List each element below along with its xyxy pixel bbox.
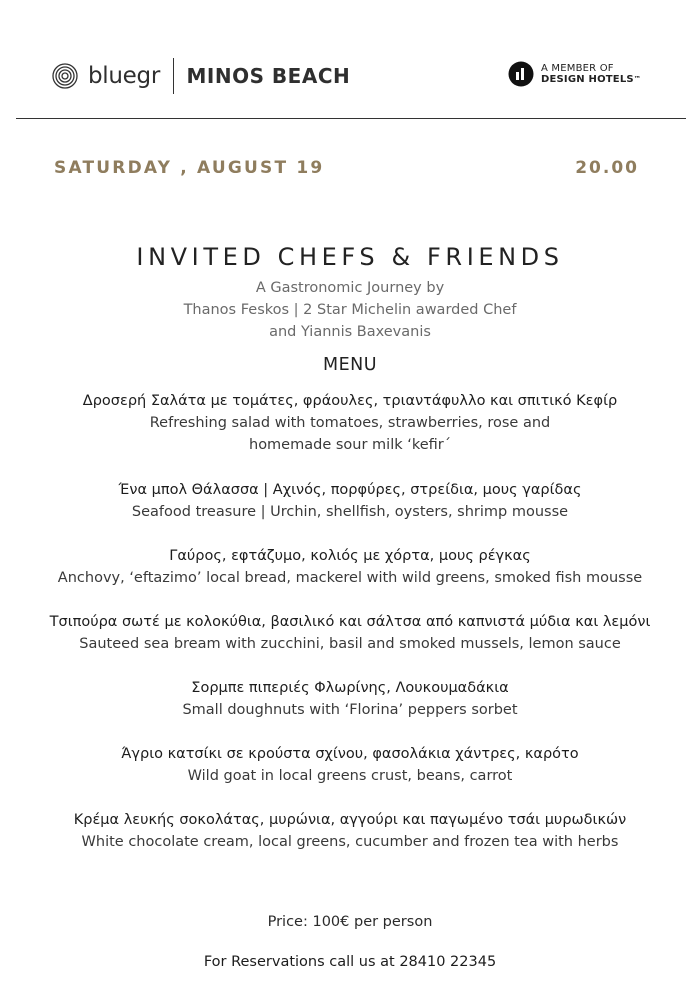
header [0, 0, 700, 118]
course-greek: Τσιπούρα σωτέ με κολοκύθια, βασιλικό και σάλτσα από καπνιστά μύδια και λεμόνι [49, 614, 651, 630]
member-text [541, 63, 641, 85]
member-line1: A MEMBER OF [541, 63, 614, 74]
trademark-mark: ™ [633, 75, 642, 83]
menu-heading: MENU [322, 355, 378, 375]
member-line2 [541, 74, 641, 85]
header-divider [16, 118, 686, 119]
menu-course-6 [0, 743, 700, 787]
course-english: Seafood treasure | Urchin, shellfish, oysters, shrimp mousse [131, 504, 569, 520]
course-english: Wild goat in local greens crust, beans, carrot [187, 768, 513, 784]
menu-course-1 [0, 390, 700, 456]
course-english: Refreshing salad with tomatoes, strawberries, rose and [149, 415, 551, 431]
course-english: Sauteed sea bream with zucchini, basil and smoked mussels, lemon sauce [79, 636, 621, 652]
event-time: 20.00 [575, 158, 639, 178]
brand-logo [52, 56, 350, 96]
menu-course-2 [0, 479, 700, 523]
course-english: Small doughnuts with ‘Florina’ peppers sorbet [182, 702, 518, 718]
reservations-text: For Reservations call us at 28410 22345 [203, 954, 497, 970]
subtitle-line: A Gastronomic Journey by [255, 280, 445, 296]
course-greek: Ένα μπολ Θάλασσα | Αχινός, πορφύρες, στρείδια, μους γαρίδας [118, 482, 582, 498]
menu-course-4 [0, 611, 700, 655]
event-subtitle [0, 277, 700, 343]
course-english: homemade sour milk ‘kefir΄ [249, 437, 451, 453]
course-greek: Σορμπε πιπεριές Φλωρίνης, Λουκουμαδάκια [191, 680, 509, 696]
event-title: INVITED CHEFS & FRIENDS [136, 243, 564, 271]
course-greek: Δροσερή Σαλάτα με τομάτες, φράουλες, τριαντάφυλλο και σπιτικό Κεφίρ [82, 393, 618, 409]
design-hotels-logo-icon [508, 61, 534, 87]
subtitle-line: Thanos Feskos | 2 Star Michelin awarded Chef [183, 302, 517, 318]
course-greek: Άγριο κατσίκι σε κρούστα σχίνου, φασολάκια χάντρες, καρότο [121, 746, 579, 762]
event-date: SATURDAY , AUGUST 19 [54, 158, 325, 178]
menu-course-3 [0, 545, 700, 589]
course-greek: Γαύρος, εφτάζυμο, κολιός με χόρτα, μους ρέγκας [169, 548, 531, 564]
hotel-name: MINOS BEACH [186, 64, 351, 88]
member-line2-text: DESIGN HOTELS [541, 74, 634, 85]
subtitle-line: and Yiannis Baxevanis [269, 324, 431, 340]
course-greek: Κρέμα λευκής σοκολάτας, μυρώνια, αγγούρι και παγωμένο τσάι μυρωδικών [73, 812, 627, 828]
menu-course-5 [0, 677, 700, 721]
design-hotels-badge [508, 61, 641, 87]
course-english: White chocolate cream, local greens, cucumber and frozen tea with herbs [81, 834, 619, 850]
menu-course-7 [0, 809, 700, 853]
bluegr-logo-text: bluegr [88, 63, 160, 89]
spiral-logo-icon [52, 63, 78, 89]
brand-divider [173, 58, 175, 94]
course-english: Anchovy, ‘eftazimo’ local bread, mackerel with wild greens, smoked fish mousse [57, 570, 643, 586]
price-text: Price: 100€ per person [267, 914, 433, 930]
